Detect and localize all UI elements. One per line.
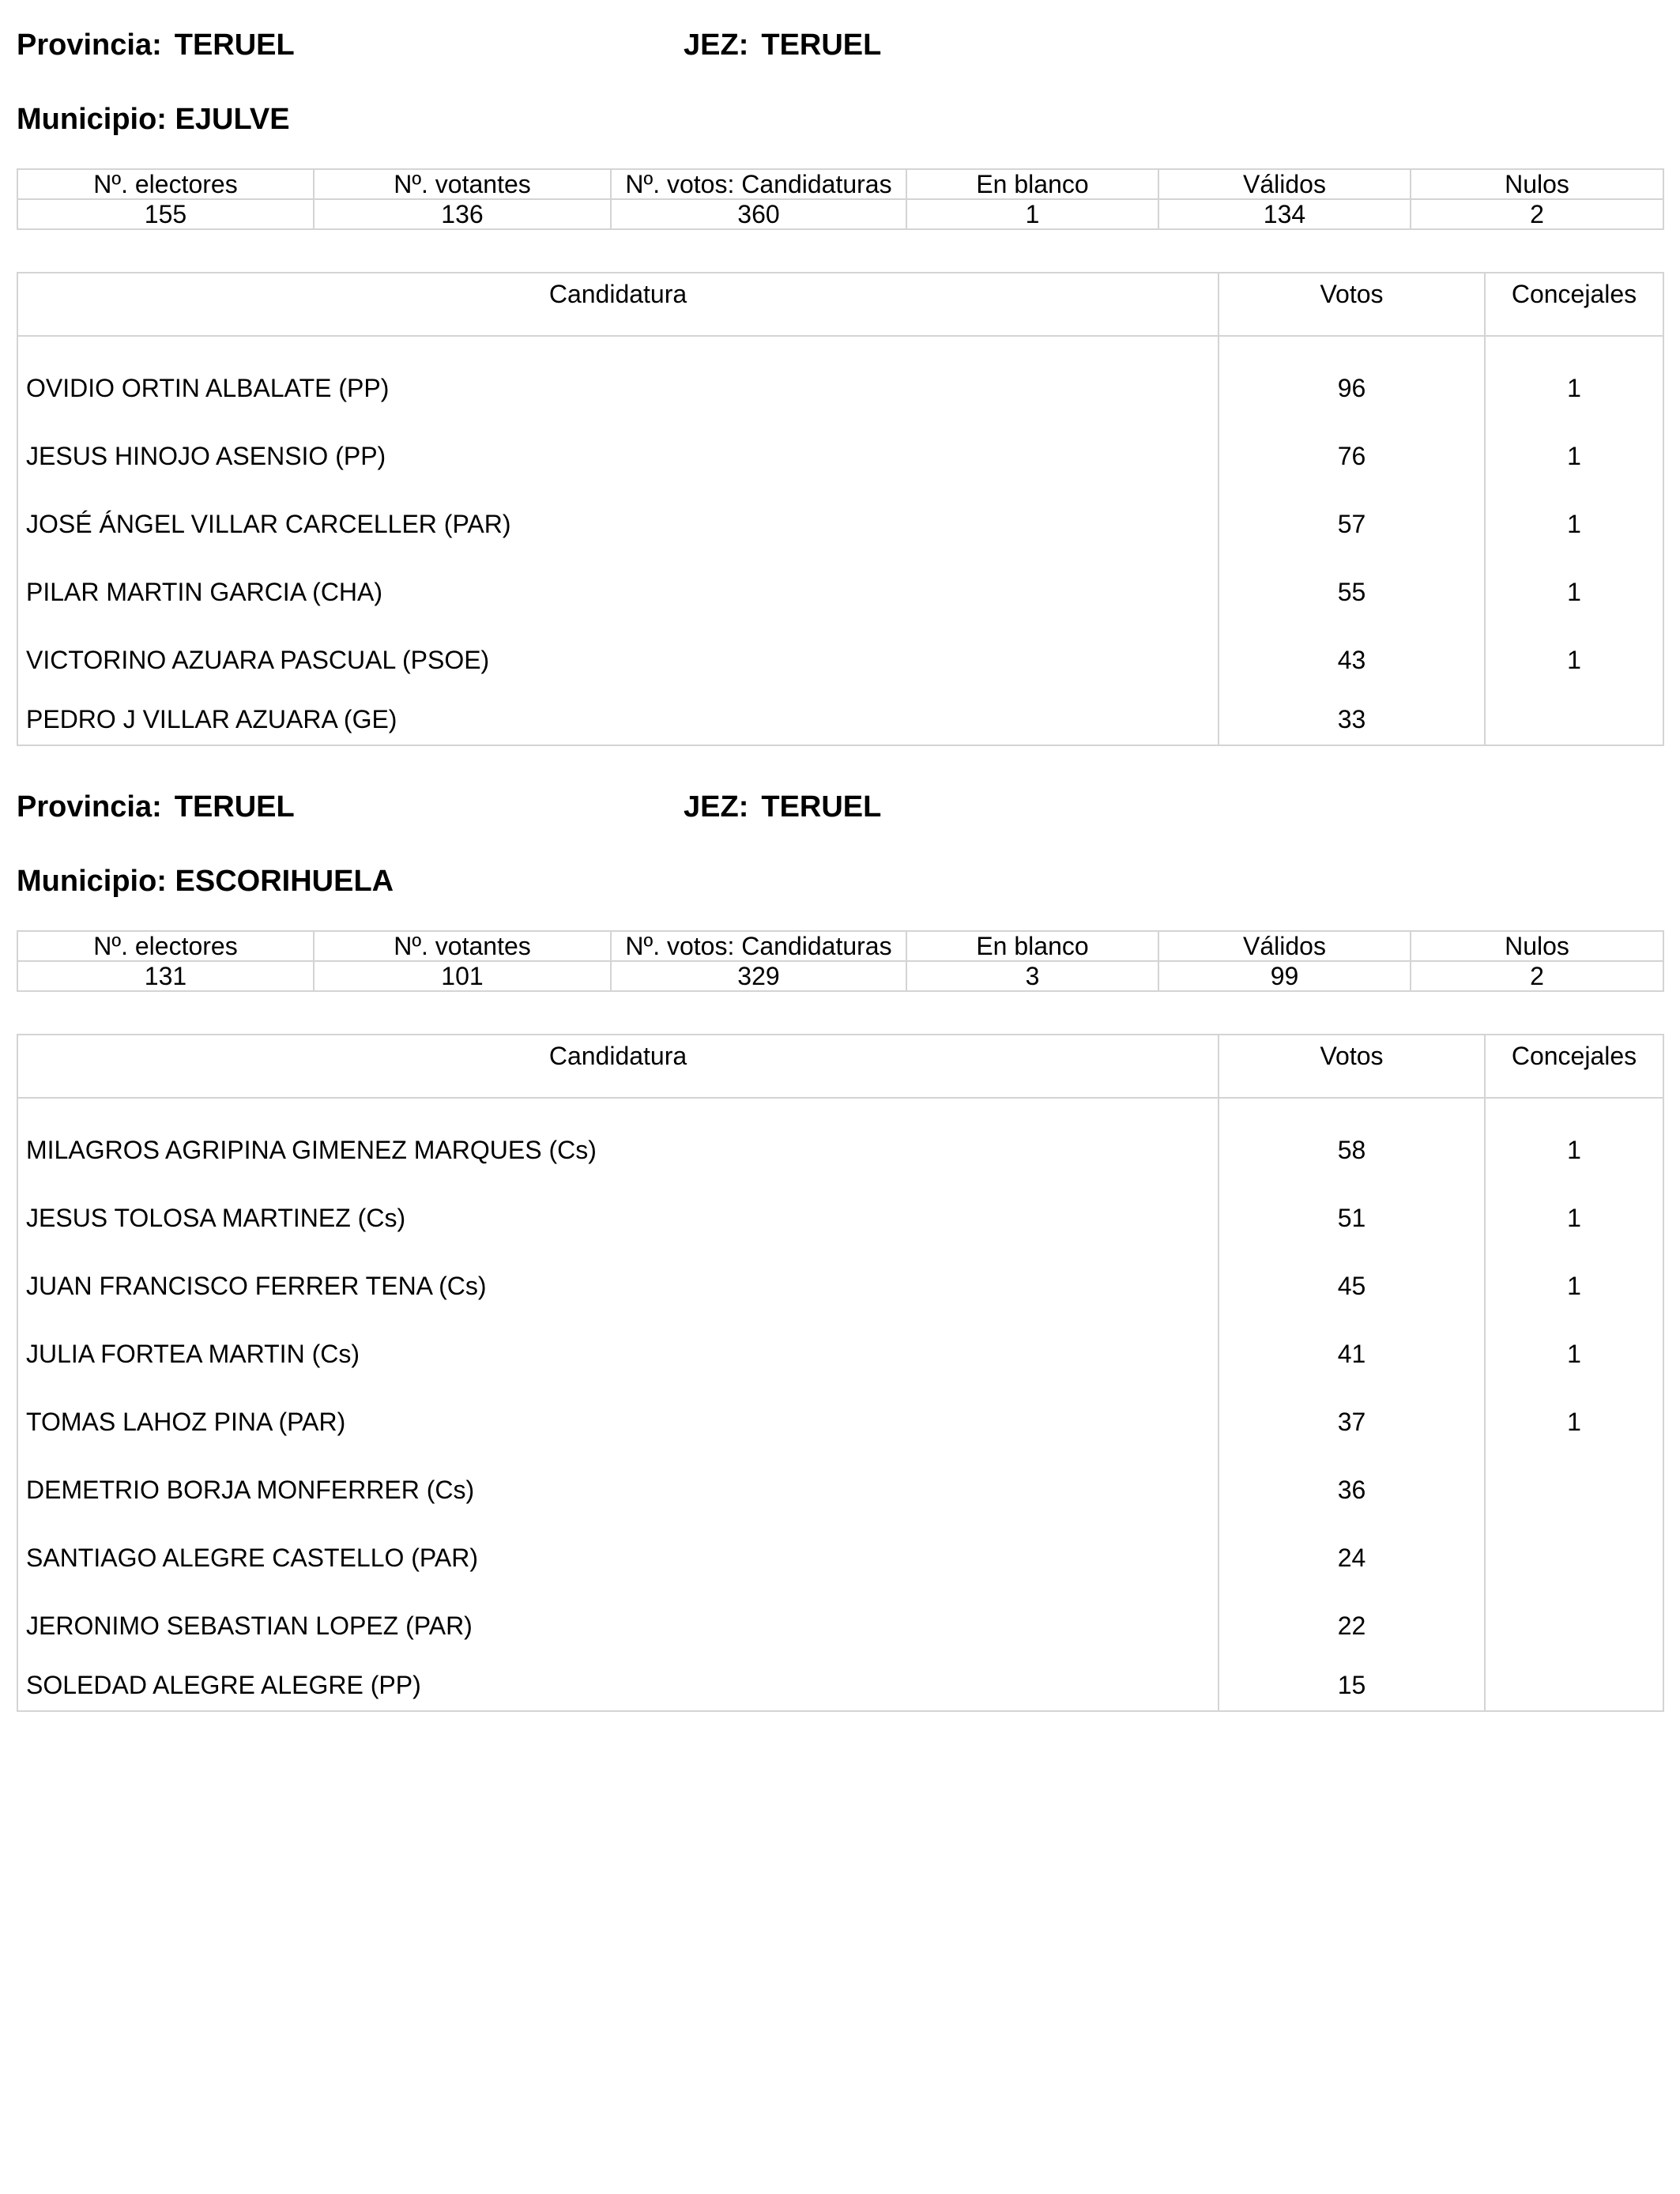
table-row [17, 694, 1663, 745]
stats-value-electores: 131 [17, 961, 314, 991]
candidate-concejales [1485, 1524, 1663, 1592]
provincia-label: Provincia: [17, 28, 162, 62]
candidate-concejales [1485, 1456, 1663, 1524]
stats-header-votos-candidaturas: Nº. votos: Candidaturas [611, 169, 906, 199]
stats-header-en-blanco: En blanco [906, 169, 1158, 199]
candidate-votos: 24 [1219, 1524, 1485, 1592]
provincia-value: TERUEL [174, 790, 295, 824]
candidate-votos: 76 [1219, 422, 1485, 490]
candidate-concejales [1485, 1660, 1663, 1711]
candidates-header-row [17, 1035, 1663, 1098]
jez-label: JEZ: [684, 790, 749, 824]
stats-value-row [17, 961, 1663, 991]
stats-value-nulos: 2 [1411, 961, 1663, 991]
candidate-votos: 58 [1219, 1116, 1485, 1184]
candidate-name: VICTORINO AZUARA PASCUAL (PSOE) [17, 626, 1219, 694]
candidate-name: JUAN FRANCISCO FERRER TENA (Cs) [17, 1252, 1219, 1320]
table-row [17, 490, 1663, 558]
table-row [17, 354, 1663, 422]
candidate-concejales: 1 [1485, 558, 1663, 626]
candidate-name: PILAR MARTIN GARCIA (CHA) [17, 558, 1219, 626]
stats-header-row [17, 169, 1663, 199]
stats-header-row [17, 931, 1663, 961]
header-candidatura: Candidatura [17, 1035, 1219, 1098]
stats-value-electores: 155 [17, 199, 314, 229]
candidate-votos: 36 [1219, 1456, 1485, 1524]
candidate-votos: 55 [1219, 558, 1485, 626]
header-votos: Votos [1219, 1035, 1485, 1098]
candidate-votos: 33 [1219, 694, 1485, 745]
municipio-label: Municipio: [17, 103, 167, 136]
candidate-concejales: 1 [1485, 422, 1663, 490]
candidate-concejales: 1 [1485, 490, 1663, 558]
candidate-name: OVIDIO ORTIN ALBALATE (PP) [17, 354, 1219, 422]
candidate-concejales: 1 [1485, 626, 1663, 694]
candidate-concejales: 1 [1485, 1388, 1663, 1456]
municipio-heading [17, 101, 290, 138]
candidate-name: DEMETRIO BORJA MONFERRER (Cs) [17, 1456, 1219, 1524]
stats-value-nulos: 2 [1411, 199, 1663, 229]
candidate-concejales: 1 [1485, 1184, 1663, 1252]
candidate-concejales [1485, 694, 1663, 745]
provincia-value: TERUEL [174, 28, 295, 62]
stats-header-validos: Válidos [1158, 931, 1411, 961]
stats-table [17, 930, 1664, 992]
stats-value-validos: 99 [1158, 961, 1411, 991]
table-row [17, 1456, 1663, 1524]
stats-value-row [17, 199, 1663, 229]
table-row [17, 558, 1663, 626]
table-row [17, 1660, 1663, 1711]
table-row [17, 1592, 1663, 1660]
candidate-votos: 37 [1219, 1388, 1485, 1456]
candidate-votos: 45 [1219, 1252, 1485, 1320]
candidate-votos: 15 [1219, 1660, 1485, 1711]
stats-header-nulos: Nulos [1411, 931, 1663, 961]
municipio-heading [17, 863, 394, 899]
table-row [17, 626, 1663, 694]
jez-heading [684, 27, 881, 63]
jez-label: JEZ: [684, 28, 749, 62]
candidates-table [17, 272, 1664, 746]
candidates-table [17, 1034, 1664, 1712]
provincia-label: Provincia: [17, 790, 162, 824]
candidate-concejales: 1 [1485, 1116, 1663, 1184]
table-spacer [17, 336, 1663, 354]
candidate-name: JESUS TOLOSA MARTINEZ (Cs) [17, 1184, 1219, 1252]
header-concejales: Concejales [1485, 1035, 1663, 1098]
municipio-value: ESCORIHUELA [175, 865, 394, 898]
candidate-votos: 57 [1219, 490, 1485, 558]
candidate-votos: 22 [1219, 1592, 1485, 1660]
municipio-value: EJULVE [175, 103, 290, 136]
header-concejales: Concejales [1485, 273, 1663, 336]
stats-value-votantes: 101 [314, 961, 611, 991]
stats-table [17, 168, 1664, 230]
candidate-concejales: 1 [1485, 1320, 1663, 1388]
jez-value: TERUEL [761, 28, 882, 62]
candidate-votos: 43 [1219, 626, 1485, 694]
stats-header-electores: Nº. electores [17, 931, 314, 961]
candidate-votos: 51 [1219, 1184, 1485, 1252]
stats-header-validos: Válidos [1158, 169, 1411, 199]
candidate-name: JULIA FORTEA MARTIN (Cs) [17, 1320, 1219, 1388]
header-votos: Votos [1219, 273, 1485, 336]
provincia-heading [17, 27, 295, 63]
stats-header-votantes: Nº. votantes [314, 169, 611, 199]
provincia-heading [17, 789, 295, 825]
table-row [17, 1116, 1663, 1184]
candidate-name: MILAGROS AGRIPINA GIMENEZ MARQUES (Cs) [17, 1116, 1219, 1184]
jez-value: TERUEL [761, 790, 882, 824]
stats-value-votantes: 136 [314, 199, 611, 229]
table-row [17, 1320, 1663, 1388]
candidate-concejales: 1 [1485, 1252, 1663, 1320]
table-row [17, 422, 1663, 490]
candidate-votos: 41 [1219, 1320, 1485, 1388]
candidates-header-row [17, 273, 1663, 336]
table-row [17, 1184, 1663, 1252]
table-row [17, 1252, 1663, 1320]
stats-header-votantes: Nº. votantes [314, 931, 611, 961]
stats-value-en-blanco: 1 [906, 199, 1158, 229]
table-row [17, 1388, 1663, 1456]
table-spacer [17, 1098, 1663, 1116]
stats-header-votos-candidaturas: Nº. votos: Candidaturas [611, 931, 906, 961]
stats-value-validos: 134 [1158, 199, 1411, 229]
stats-value-en-blanco: 3 [906, 961, 1158, 991]
stats-header-en-blanco: En blanco [906, 931, 1158, 961]
candidate-name: TOMAS LAHOZ PINA (PAR) [17, 1388, 1219, 1456]
stats-header-nulos: Nulos [1411, 169, 1663, 199]
candidate-name: SANTIAGO ALEGRE CASTELLO (PAR) [17, 1524, 1219, 1592]
jez-heading [684, 789, 881, 825]
stats-value-votos-candidaturas: 329 [611, 961, 906, 991]
header-candidatura: Candidatura [17, 273, 1219, 336]
candidate-concejales: 1 [1485, 354, 1663, 422]
stats-header-electores: Nº. electores [17, 169, 314, 199]
candidate-name: JERONIMO SEBASTIAN LOPEZ (PAR) [17, 1592, 1219, 1660]
candidate-name: JESUS HINOJO ASENSIO (PP) [17, 422, 1219, 490]
candidate-name: PEDRO J VILLAR AZUARA (GE) [17, 694, 1219, 745]
municipio-label: Municipio: [17, 865, 167, 898]
candidate-name: JOSÉ ÁNGEL VILLAR CARCELLER (PAR) [17, 490, 1219, 558]
stats-value-votos-candidaturas: 360 [611, 199, 906, 229]
candidate-name: SOLEDAD ALEGRE ALEGRE (PP) [17, 1660, 1219, 1711]
candidate-votos: 96 [1219, 354, 1485, 422]
candidate-concejales [1485, 1592, 1663, 1660]
table-row [17, 1524, 1663, 1592]
